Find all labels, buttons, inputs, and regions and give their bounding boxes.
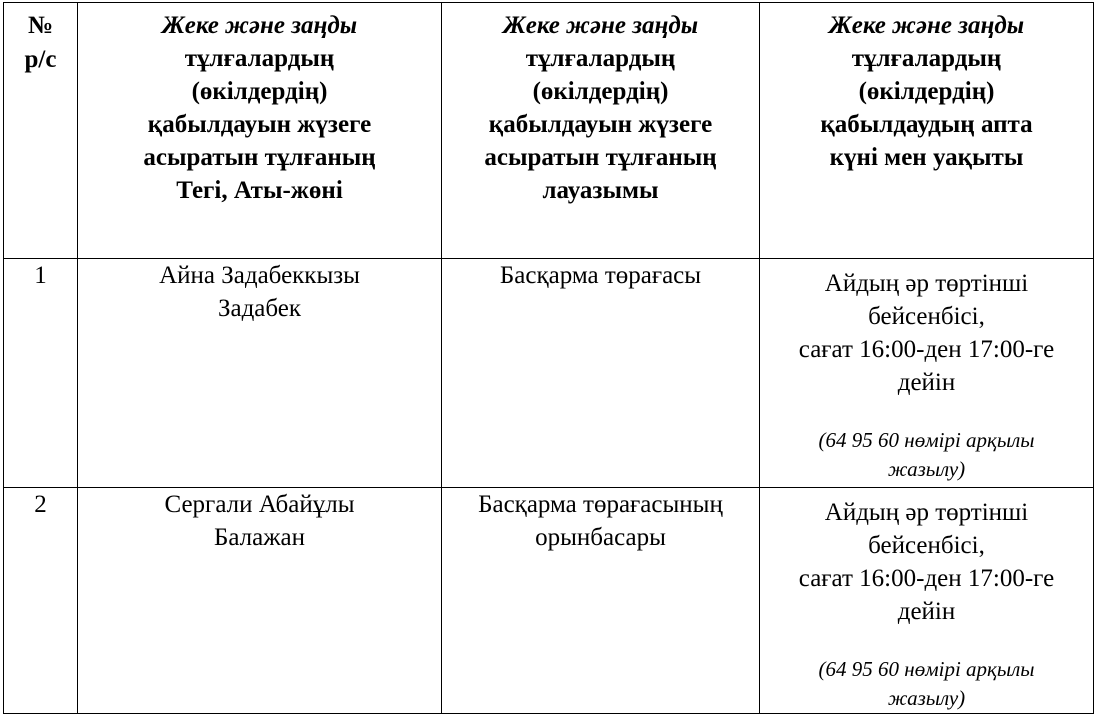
full-name-line: Сергали Абайұлы <box>164 491 355 518</box>
header-position <box>442 3 760 259</box>
row-reception-time-cell <box>760 259 1094 488</box>
header-line: тұлғалардың <box>851 45 1002 72</box>
header-line: (өкілдердің) <box>191 78 328 105</box>
time-line: Айдың әр төртінші <box>824 499 1029 526</box>
header-line: (өкілдердің) <box>532 78 669 105</box>
header-line: қабылдаудың апта <box>820 111 1033 138</box>
time-line: Айдың әр төртінші <box>824 270 1029 297</box>
header-line: тұлғалардың <box>184 45 335 72</box>
header-line: лауазымы <box>542 177 659 204</box>
row-reception-time-cell <box>760 488 1094 714</box>
time-line: бейсенбісі, <box>868 303 985 330</box>
header-number <box>4 3 78 259</box>
header-line: тұлғалардың <box>525 45 676 72</box>
table-header-row <box>4 3 1094 259</box>
position-line: орынбасары <box>535 524 666 551</box>
header-line: (өкілдердің) <box>858 78 995 105</box>
row-number-cell <box>4 259 78 488</box>
registration-note <box>760 426 1093 484</box>
row-full-name-cell <box>78 488 442 714</box>
header-full-name <box>78 3 442 259</box>
header-line: қабылдауын жүзеге <box>488 111 713 138</box>
time-line: дейін <box>897 369 956 396</box>
position-line: Басқарма төрағасы <box>499 262 702 289</box>
note-line: (64 95 60 нөмірі арқылы <box>818 657 1035 681</box>
full-name-line: Задабек <box>217 295 302 322</box>
note-line: жазылу) <box>887 457 966 481</box>
header-reception-time <box>760 3 1094 259</box>
table-row <box>4 488 1094 714</box>
full-name-line: Балажан <box>214 524 305 551</box>
header-line: қабылдауын жүзеге <box>147 111 372 138</box>
position-line: Басқарма төрағасының <box>478 491 723 518</box>
time-line: бейсенбісі, <box>868 532 985 559</box>
row-full-name-cell <box>78 259 442 488</box>
reception-schedule-table <box>3 2 1094 714</box>
registration-note <box>760 655 1093 713</box>
row-number-cell <box>4 488 78 714</box>
table-row <box>4 259 1094 488</box>
row-number: 2 <box>34 491 47 518</box>
header-number-line: № <box>27 12 54 39</box>
header-number-line: р/с <box>24 46 57 73</box>
row-position-cell <box>442 259 760 488</box>
header-line: асыратын тұлғаның <box>143 144 376 171</box>
note-line: жазылу) <box>887 686 966 710</box>
row-number: 1 <box>34 262 47 289</box>
time-line: сағат 16:00-ден 17:00-ге <box>798 336 1055 363</box>
time-line: дейін <box>897 598 956 625</box>
header-line: асыратын тұлғаның <box>484 144 717 171</box>
row-position-cell <box>442 488 760 714</box>
header-line: Жеке және заңды <box>828 12 1025 39</box>
header-line: Тегі, Аты-жөні <box>176 177 343 204</box>
time-line: сағат 16:00-ден 17:00-ге <box>798 565 1055 592</box>
note-line: (64 95 60 нөмірі арқылы <box>818 428 1035 452</box>
header-line: күні мен уақыты <box>829 144 1024 171</box>
header-line: Жеке және заңды <box>502 12 699 39</box>
header-line: Жеке және заңды <box>161 12 358 39</box>
full-name-line: Айна Задабеккызы <box>159 262 360 289</box>
